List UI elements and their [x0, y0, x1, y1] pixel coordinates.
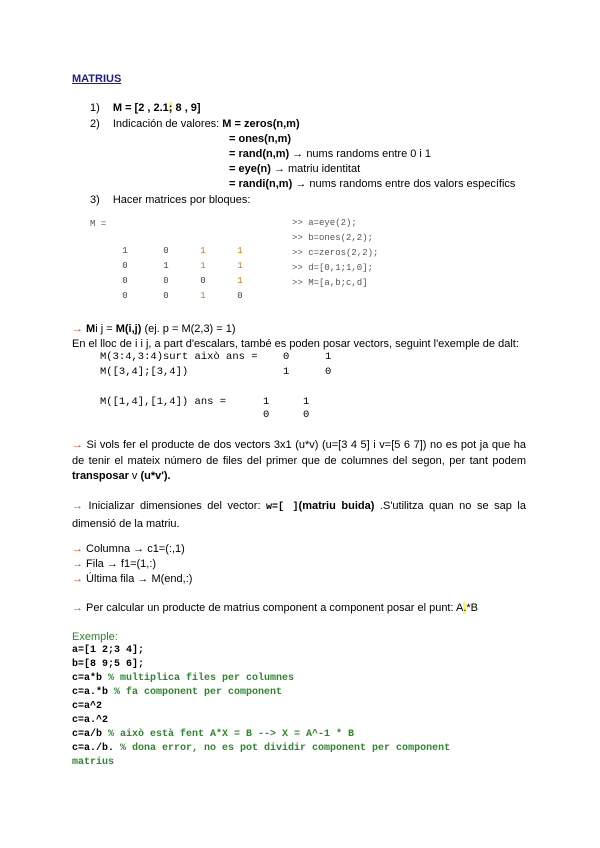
code-comment: % això està fent A*X = B --> X = A^-1 * B [108, 729, 355, 740]
code-line: M(3:4,3:4)surt això ans = [100, 351, 258, 363]
mij-explanation: En el lloc de i i j, a part d'escalars, també es poden posar vectors, seguint l'exemple de dalt: [72, 338, 519, 350]
list-text: Indicación de valores: [112, 118, 223, 130]
arrow-icon: → [72, 439, 83, 451]
code-line: M([3,4];[3,4]) [100, 366, 189, 378]
code-line: M([1,4],[1,4]) ans = [100, 396, 227, 408]
matrix-cell: 0 [163, 291, 169, 301]
ones-line [229, 133, 291, 145]
init-paragraph [72, 498, 526, 533]
matrix-def-pre: M = [2 , 2.1 [112, 102, 169, 114]
matrix-def-post: 8 , 9] [172, 102, 201, 114]
code-line [72, 673, 294, 684]
access-text: Última fila → M(end,:) [83, 573, 193, 585]
code-line [72, 687, 282, 698]
code-value: 1 [283, 366, 290, 378]
randi-desc: → nums randoms entre dos valors específics [292, 178, 516, 190]
command-line: >> d=[0,1;1,0]; [292, 263, 374, 273]
code-value: 0 [263, 409, 270, 421]
product-mid: v [128, 470, 141, 482]
rand-line [229, 148, 431, 160]
arrow-icon: → [72, 500, 83, 512]
rand-func: = rand(n,m) [229, 148, 290, 160]
matrix-label: M = [90, 219, 107, 229]
arrow-icon: → [72, 573, 83, 585]
eye-line [229, 163, 360, 175]
list-item-1 [90, 102, 201, 114]
command-line: >> b=ones(2,2); [292, 233, 374, 243]
code-line [72, 743, 450, 754]
command-line: >> c=zeros(2,2); [292, 248, 379, 258]
eye-func: = eye(n) [229, 163, 271, 175]
code-comment: % dona error, no es pot dividir component per component [120, 743, 451, 754]
command-line: >> a=eye(2); [292, 218, 357, 228]
matrix-cell: 1 [237, 246, 243, 256]
code-statement: c=a*b [72, 673, 109, 684]
highlight-dot: . [463, 602, 467, 614]
code-statement: c=a.*b [72, 687, 115, 698]
matrix-cell: 0 [122, 261, 128, 271]
mij-func: M(i,j) [115, 323, 142, 335]
matrix-cell: 1 [237, 276, 243, 286]
component-product-line [72, 602, 478, 614]
code-value: 1 [263, 396, 270, 408]
code-value: 1 [303, 396, 310, 408]
init-rest: .S'utilitza quan no se sap la dimensió de la matriu. [72, 500, 526, 530]
code-value: 1 [325, 351, 332, 363]
list-number: 1) [90, 102, 100, 114]
code-line: c=a.^2 [72, 715, 109, 726]
component-text: Per calcular un producte de matrius component a component posar el punt: A [83, 602, 464, 614]
product-text: Si vols fer el producte de dos vectors 3x1 (u*v) (u=[3 4 5] i v=[5 6 7]) no es pot ja que ha de tenir el mateix número de files del primer que de columnes del segon, per tant podem [72, 439, 526, 467]
code-line: a=[1 2;3 4]; [72, 645, 145, 656]
arrow-icon: → [72, 602, 83, 614]
matrix-cell: 1 [163, 261, 169, 271]
code-statement: c=a./b. [72, 743, 121, 754]
empty-matrix-code: w=[ ] [266, 502, 299, 513]
code-line: c=a^2 [72, 701, 103, 712]
access-text: Fila → f1=(1,:) [83, 558, 157, 570]
list-item-3 [90, 194, 250, 206]
access-last-row [72, 573, 192, 585]
ones-func: = ones(n,m) [229, 133, 292, 145]
code-value: 0 [303, 409, 310, 421]
list-item-2 [90, 118, 300, 130]
matrix-cell: 0 [237, 291, 243, 301]
eye-desc: → matriu identitat [270, 163, 361, 175]
matrix-cell: 1 [122, 246, 128, 256]
arrow-icon: → [72, 323, 83, 335]
matrix-cell: 0 [122, 291, 128, 301]
empty-matrix-label: (matriu buida) [298, 500, 375, 512]
code-statement: c=a/b [72, 729, 109, 740]
highlight-semicolon: ; [168, 102, 173, 114]
code-comment-continuation: matrius [72, 757, 115, 768]
mij-example: (ej. p = M(2,3) = 1) [141, 323, 236, 335]
page-title: MATRIUS [72, 73, 122, 85]
matrix-cell: 1 [200, 261, 206, 271]
access-row [72, 558, 156, 570]
matrix-cell: 1 [237, 261, 243, 271]
code-comment: % fa component per component [114, 687, 283, 698]
access-text: Columna → c1=(:,1) [83, 543, 185, 555]
matrix-cell: 0 [163, 246, 169, 256]
code-line [72, 729, 354, 740]
transpose-example: (u*v'). [140, 470, 171, 482]
mij-symbol: M [83, 323, 96, 335]
code-comment: % multiplica files per columnes [108, 673, 295, 684]
mij-text: i j = [95, 323, 116, 335]
list-number: 2) [90, 118, 100, 130]
mij-line [72, 323, 236, 335]
matrix-cell: 1 [200, 246, 206, 256]
randi-line [229, 178, 515, 190]
randi-func: = randi(n,m) [229, 178, 293, 190]
code-line: b=[8 9;5 6]; [72, 659, 145, 670]
code-value: 0 [283, 351, 290, 363]
matrix-definition [113, 102, 201, 114]
list-number: 3) [90, 194, 100, 206]
transpose-word: transposar [72, 470, 129, 482]
matrix-cell: 0 [200, 276, 206, 286]
init-text: Inicializar dimensiones del vector: [83, 500, 267, 512]
rand-desc: → nums randoms entre 0 i 1 [289, 148, 432, 160]
arrow-icon: → [72, 558, 83, 570]
command-line: >> M=[a,b;c,d] [292, 278, 368, 288]
component-rest: *B [466, 602, 479, 614]
product-paragraph [72, 438, 526, 485]
matrix-cell: 0 [163, 276, 169, 286]
zeros-func: M = zeros(n,m) [222, 118, 300, 130]
access-column [72, 543, 185, 555]
matrix-cell: 1 [200, 291, 206, 301]
example-label: Exemple: [72, 631, 118, 643]
code-value: 0 [325, 366, 332, 378]
list-text: Hacer matrices por bloques: [112, 194, 251, 206]
arrow-icon: → [72, 543, 83, 555]
matrix-cell: 0 [122, 276, 128, 286]
